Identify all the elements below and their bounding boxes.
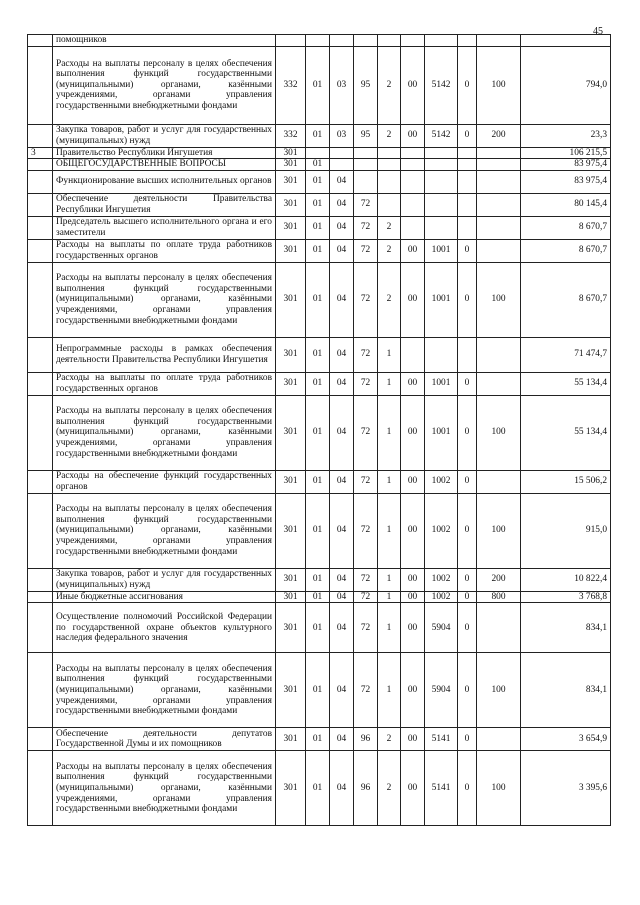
row-number-cell — [28, 470, 53, 493]
code-cell: 04 — [330, 493, 354, 568]
code-cell: 96 — [354, 728, 378, 751]
code-cell: 72 — [354, 216, 378, 239]
code-cell: 00 — [401, 568, 425, 591]
code-cell: 00 — [401, 395, 425, 470]
amount-cell: 3 654,9 — [521, 728, 611, 751]
amount-cell: 71 474,7 — [521, 337, 611, 372]
row-name-cell: Закупка товаров, работ и услуг для государственных (муниципальных) нужд — [53, 124, 276, 147]
table-row — [28, 653, 611, 728]
table-row — [28, 591, 611, 603]
row-number-cell — [28, 159, 53, 171]
code-cell: 0 — [458, 46, 477, 124]
code-cell: 04 — [330, 372, 354, 395]
amount-cell: 8 670,7 — [521, 239, 611, 262]
row-name-cell: помощников — [53, 35, 276, 47]
code-cell: 04 — [330, 751, 354, 826]
code-cell: 1 — [378, 653, 401, 728]
code-cell — [477, 470, 521, 493]
code-cell: 5904 — [425, 603, 458, 653]
code-cell: 2 — [378, 216, 401, 239]
row-number-cell — [28, 728, 53, 751]
row-name-cell: Обеспечение деятельности депутатов Государственной Думы и их помощников — [53, 728, 276, 751]
code-cell: 332 — [276, 124, 306, 147]
code-cell: 00 — [401, 653, 425, 728]
code-cell: 00 — [401, 603, 425, 653]
code-cell: 01 — [306, 568, 330, 591]
code-cell: 100 — [477, 262, 521, 337]
code-cell: 301 — [276, 653, 306, 728]
code-cell: 1002 — [425, 470, 458, 493]
code-cell — [378, 159, 401, 171]
table-row — [28, 728, 611, 751]
table-row — [28, 603, 611, 653]
code-cell: 01 — [306, 124, 330, 147]
code-cell — [306, 35, 330, 47]
code-cell: 5141 — [425, 728, 458, 751]
code-cell — [378, 147, 401, 159]
code-cell: 0 — [458, 372, 477, 395]
table-row — [28, 159, 611, 171]
code-cell: 0 — [458, 591, 477, 603]
code-cell — [425, 170, 458, 193]
code-cell: 0 — [458, 751, 477, 826]
code-cell: 01 — [306, 239, 330, 262]
row-name-cell: Расходы на выплаты персоналу в целях обеспечения выполнения функций государственными (муниципальными) органами, казёнными учреждениями, органами управления государственными внебюджетными фондами — [53, 493, 276, 568]
row-name-cell: Расходы на выплаты персоналу в целях обеспечения выполнения функций государственными (муниципальными) органами, казёнными учреждениями, органами управления государственными внебюджетными фондами — [53, 751, 276, 826]
code-cell: 04 — [330, 470, 354, 493]
code-cell: 301 — [276, 603, 306, 653]
code-cell — [401, 193, 425, 216]
code-cell: 0 — [458, 262, 477, 337]
code-cell: 72 — [354, 653, 378, 728]
code-cell: 72 — [354, 591, 378, 603]
code-cell — [477, 728, 521, 751]
code-cell: 200 — [477, 568, 521, 591]
code-cell: 72 — [354, 470, 378, 493]
code-cell: 1 — [378, 470, 401, 493]
row-number-cell — [28, 35, 53, 47]
code-cell — [306, 147, 330, 159]
code-cell: 01 — [306, 262, 330, 337]
code-cell: 04 — [330, 239, 354, 262]
table-row — [28, 568, 611, 591]
code-cell — [425, 35, 458, 47]
code-cell: 00 — [401, 46, 425, 124]
code-cell: 5142 — [425, 124, 458, 147]
table-row — [28, 170, 611, 193]
row-name-cell: Функционирование высших исполнительных органов — [53, 170, 276, 193]
code-cell: 301 — [276, 216, 306, 239]
code-cell: 301 — [276, 568, 306, 591]
code-cell — [477, 193, 521, 216]
code-cell: 2 — [378, 728, 401, 751]
code-cell: 04 — [330, 603, 354, 653]
code-cell: 1001 — [425, 372, 458, 395]
table-row — [28, 35, 611, 47]
code-cell: 96 — [354, 751, 378, 826]
row-name-cell: Непрограммные расходы в рамках обеспечения деятельности Правительства Республики Ингушетия — [53, 337, 276, 372]
table-row — [28, 372, 611, 395]
row-name-cell: Председатель высшего исполнительного органа и его заместители — [53, 216, 276, 239]
code-cell: 301 — [276, 262, 306, 337]
code-cell: 5904 — [425, 653, 458, 728]
code-cell — [354, 170, 378, 193]
code-cell — [276, 35, 306, 47]
code-cell: 01 — [306, 395, 330, 470]
amount-cell: 915,0 — [521, 493, 611, 568]
row-number-cell — [28, 372, 53, 395]
table-body — [28, 35, 611, 826]
code-cell: 0 — [458, 124, 477, 147]
code-cell — [458, 170, 477, 193]
row-number-cell — [28, 124, 53, 147]
table-row — [28, 337, 611, 372]
code-cell: 200 — [477, 124, 521, 147]
code-cell: 72 — [354, 262, 378, 337]
code-cell: 01 — [306, 653, 330, 728]
code-cell: 01 — [306, 751, 330, 826]
amount-cell: 55 134,4 — [521, 372, 611, 395]
code-cell — [401, 216, 425, 239]
code-cell: 95 — [354, 46, 378, 124]
row-number-cell — [28, 337, 53, 372]
code-cell — [425, 159, 458, 171]
code-cell: 72 — [354, 239, 378, 262]
code-cell: 01 — [306, 170, 330, 193]
code-cell: 1 — [378, 337, 401, 372]
code-cell: 2 — [378, 239, 401, 262]
code-cell: 800 — [477, 591, 521, 603]
row-name-cell: Расходы на выплаты персоналу в целях обеспечения выполнения функций государственными (муниципальными) органами, казёнными учреждениями, органами управления государственными внебюджетными фондами — [53, 46, 276, 124]
code-cell: 95 — [354, 124, 378, 147]
code-cell: 0 — [458, 728, 477, 751]
code-cell: 301 — [276, 147, 306, 159]
code-cell — [425, 193, 458, 216]
amount-cell: 10 822,4 — [521, 568, 611, 591]
code-cell: 04 — [330, 262, 354, 337]
code-cell: 00 — [401, 591, 425, 603]
amount-cell: 83 975,4 — [521, 159, 611, 171]
code-cell — [458, 159, 477, 171]
code-cell: 332 — [276, 46, 306, 124]
row-name-cell: Иные бюджетные ассигнования — [53, 591, 276, 603]
code-cell: 0 — [458, 568, 477, 591]
code-cell: 03 — [330, 46, 354, 124]
code-cell — [458, 216, 477, 239]
code-cell: 72 — [354, 193, 378, 216]
code-cell — [378, 35, 401, 47]
row-name-cell: Обеспечение деятельности Правительства Республики Ингушетия — [53, 193, 276, 216]
code-cell: 1002 — [425, 591, 458, 603]
row-number-cell — [28, 493, 53, 568]
code-cell: 5141 — [425, 751, 458, 826]
code-cell — [477, 216, 521, 239]
code-cell — [477, 372, 521, 395]
table-row — [28, 395, 611, 470]
code-cell — [401, 337, 425, 372]
row-number-cell: 3 — [28, 147, 53, 159]
row-number-cell — [28, 216, 53, 239]
code-cell: 04 — [330, 395, 354, 470]
code-cell: 01 — [306, 216, 330, 239]
amount-cell: 23,3 — [521, 124, 611, 147]
code-cell: 00 — [401, 470, 425, 493]
amount-cell: 834,1 — [521, 603, 611, 653]
code-cell — [330, 35, 354, 47]
code-cell: 5142 — [425, 46, 458, 124]
code-cell: 01 — [306, 603, 330, 653]
code-cell: 00 — [401, 728, 425, 751]
amount-cell: 106 215,5 — [521, 147, 611, 159]
table-row — [28, 124, 611, 147]
code-cell: 72 — [354, 603, 378, 653]
code-cell: 72 — [354, 395, 378, 470]
code-cell: 01 — [306, 493, 330, 568]
code-cell: 00 — [401, 124, 425, 147]
code-cell: 03 — [330, 124, 354, 147]
code-cell: 1002 — [425, 493, 458, 568]
code-cell — [458, 337, 477, 372]
code-cell: 301 — [276, 395, 306, 470]
row-number-cell — [28, 170, 53, 193]
row-name-cell: ОБЩЕГОСУДАРСТВЕННЫЕ ВОПРОСЫ — [53, 159, 276, 171]
code-cell: 04 — [330, 170, 354, 193]
code-cell: 100 — [477, 653, 521, 728]
table-row — [28, 46, 611, 124]
code-cell: 0 — [458, 603, 477, 653]
code-cell: 72 — [354, 568, 378, 591]
code-cell: 0 — [458, 239, 477, 262]
code-cell: 2 — [378, 262, 401, 337]
code-cell: 0 — [458, 653, 477, 728]
code-cell: 72 — [354, 337, 378, 372]
code-cell: 01 — [306, 372, 330, 395]
code-cell: 1002 — [425, 568, 458, 591]
amount-cell: 3 768,8 — [521, 591, 611, 603]
code-cell — [401, 35, 425, 47]
code-cell: 01 — [306, 591, 330, 603]
table-row — [28, 751, 611, 826]
code-cell: 301 — [276, 372, 306, 395]
row-name-cell: Закупка товаров, работ и услуг для государственных (муниципальных) нужд — [53, 568, 276, 591]
row-name-cell: Расходы на выплаты по оплате труда работников государственных органов — [53, 372, 276, 395]
table-row — [28, 147, 611, 159]
row-number-cell — [28, 591, 53, 603]
code-cell: 04 — [330, 591, 354, 603]
code-cell: 2 — [378, 124, 401, 147]
row-number-cell — [28, 46, 53, 124]
row-number-cell — [28, 751, 53, 826]
amount-cell: 15 506,2 — [521, 470, 611, 493]
table-row — [28, 493, 611, 568]
code-cell — [477, 35, 521, 47]
code-cell: 301 — [276, 159, 306, 171]
row-number-cell — [28, 193, 53, 216]
table-row — [28, 193, 611, 216]
code-cell: 301 — [276, 337, 306, 372]
code-cell: 01 — [306, 337, 330, 372]
code-cell: 00 — [401, 372, 425, 395]
code-cell: 00 — [401, 751, 425, 826]
row-number-cell — [28, 262, 53, 337]
code-cell: 04 — [330, 568, 354, 591]
code-cell — [477, 147, 521, 159]
code-cell — [354, 147, 378, 159]
code-cell: 100 — [477, 493, 521, 568]
row-number-cell — [28, 653, 53, 728]
page-number: 45 — [593, 26, 603, 37]
amount-cell: 8 670,7 — [521, 216, 611, 239]
code-cell — [330, 159, 354, 171]
code-cell — [425, 216, 458, 239]
code-cell: 301 — [276, 493, 306, 568]
code-cell: 301 — [276, 591, 306, 603]
code-cell: 00 — [401, 262, 425, 337]
code-cell — [477, 170, 521, 193]
code-cell: 0 — [458, 470, 477, 493]
row-number-cell — [28, 395, 53, 470]
amount-cell: 834,1 — [521, 653, 611, 728]
code-cell: 1 — [378, 568, 401, 591]
code-cell — [401, 159, 425, 171]
code-cell: 72 — [354, 372, 378, 395]
code-cell: 100 — [477, 46, 521, 124]
code-cell: 1 — [378, 372, 401, 395]
code-cell: 301 — [276, 470, 306, 493]
row-name-cell: Расходы на обеспечение функций государственных органов — [53, 470, 276, 493]
code-cell — [425, 147, 458, 159]
code-cell: 0 — [458, 493, 477, 568]
row-number-cell — [28, 603, 53, 653]
code-cell — [477, 603, 521, 653]
code-cell: 301 — [276, 239, 306, 262]
code-cell: 1001 — [425, 262, 458, 337]
code-cell — [477, 337, 521, 372]
code-cell: 00 — [401, 493, 425, 568]
code-cell: 2 — [378, 751, 401, 826]
table-row — [28, 470, 611, 493]
code-cell: 1001 — [425, 395, 458, 470]
code-cell — [354, 159, 378, 171]
amount-cell: 83 975,4 — [521, 170, 611, 193]
table-row — [28, 239, 611, 262]
code-cell: 301 — [276, 193, 306, 216]
code-cell — [425, 337, 458, 372]
code-cell — [477, 239, 521, 262]
table-row — [28, 216, 611, 239]
code-cell — [458, 193, 477, 216]
amount-cell: 80 145,4 — [521, 193, 611, 216]
code-cell: 100 — [477, 751, 521, 826]
code-cell: 301 — [276, 728, 306, 751]
code-cell — [458, 147, 477, 159]
code-cell: 301 — [276, 170, 306, 193]
code-cell — [401, 170, 425, 193]
code-cell — [458, 35, 477, 47]
code-cell: 1 — [378, 591, 401, 603]
code-cell: 00 — [401, 239, 425, 262]
code-cell: 01 — [306, 470, 330, 493]
code-cell: 01 — [306, 728, 330, 751]
code-cell — [378, 170, 401, 193]
code-cell — [477, 159, 521, 171]
code-cell: 0 — [458, 395, 477, 470]
code-cell — [354, 35, 378, 47]
amount-cell — [521, 35, 611, 47]
code-cell: 04 — [330, 216, 354, 239]
code-cell: 01 — [306, 159, 330, 171]
code-cell: 01 — [306, 46, 330, 124]
row-name-cell: Правительство Республики Ингушетия — [53, 147, 276, 159]
row-number-cell — [28, 568, 53, 591]
code-cell: 1 — [378, 493, 401, 568]
row-name-cell: Расходы на выплаты персоналу в целях обеспечения выполнения функций государственными (муниципальными) органами, казёнными учреждениями, органами управления государственными внебюджетными фондами — [53, 395, 276, 470]
code-cell: 2 — [378, 46, 401, 124]
code-cell: 1 — [378, 395, 401, 470]
budget-table — [27, 34, 611, 826]
code-cell: 04 — [330, 337, 354, 372]
row-name-cell: Расходы на выплаты персоналу в целях обеспечения выполнения функций государственными (муниципальными) органами, казёнными учреждениями, органами управления государственными внебюджетными фондами — [53, 653, 276, 728]
amount-cell: 55 134,4 — [521, 395, 611, 470]
row-name-cell: Расходы на выплаты персоналу в целях обеспечения выполнения функций государственными (муниципальными) органами, казёнными учреждениями, органами управления государственными внебюджетными фондами — [53, 262, 276, 337]
row-name-cell: Расходы на выплаты по оплате труда работников государственных органов — [53, 239, 276, 262]
code-cell: 04 — [330, 193, 354, 216]
code-cell — [378, 193, 401, 216]
amount-cell: 3 395,6 — [521, 751, 611, 826]
row-number-cell — [28, 239, 53, 262]
code-cell: 100 — [477, 395, 521, 470]
code-cell: 04 — [330, 728, 354, 751]
row-name-cell: Осуществление полномочий Российской Федерации по государственной охране объектов культурного наследия федерального значения — [53, 603, 276, 653]
amount-cell: 8 670,7 — [521, 262, 611, 337]
table-row — [28, 262, 611, 337]
code-cell: 1 — [378, 603, 401, 653]
code-cell: 1001 — [425, 239, 458, 262]
code-cell: 72 — [354, 493, 378, 568]
code-cell — [330, 147, 354, 159]
code-cell: 04 — [330, 653, 354, 728]
code-cell: 301 — [276, 751, 306, 826]
code-cell: 01 — [306, 193, 330, 216]
code-cell — [401, 147, 425, 159]
amount-cell: 794,0 — [521, 46, 611, 124]
